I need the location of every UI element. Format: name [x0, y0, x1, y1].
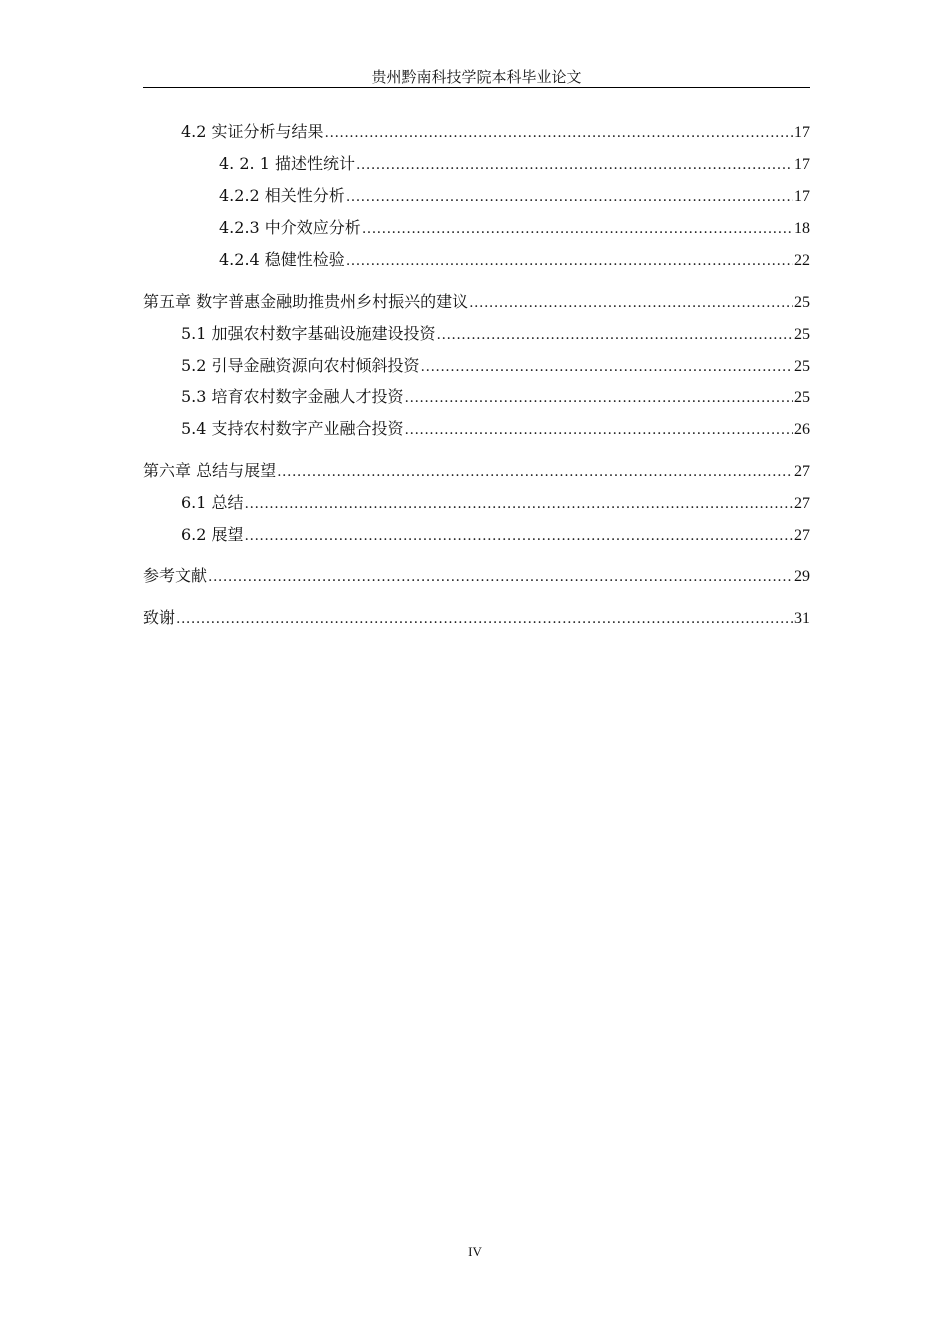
toc-entry-page: 31: [794, 610, 810, 627]
toc-chapter-entry[interactable]: [143, 604, 810, 633]
toc-entry-label: 致谢: [143, 608, 176, 627]
toc-leader-dots: [176, 605, 793, 633]
toc-entry-label: 6.1 总结: [181, 493, 244, 512]
toc-leader-dots: [277, 458, 793, 486]
toc-entry-page: 22: [794, 252, 810, 269]
toc-entry[interactable]: [181, 118, 810, 147]
page-footer: [0, 1244, 950, 1260]
toc-entry-page: 17: [794, 188, 810, 205]
toc-entry-label: 4.2.2 相关性分析: [219, 186, 345, 205]
toc-entry[interactable]: [219, 150, 810, 179]
toc-entry-label: 第六章 总结与展望: [143, 461, 277, 480]
toc-entry[interactable]: [181, 521, 810, 550]
toc-entry-page: 25: [794, 326, 810, 343]
toc-entry-label: 4.2.3 中介效应分析: [219, 218, 361, 237]
toc-leader-dots: [208, 563, 793, 591]
toc-leader-dots: [245, 522, 793, 550]
toc-entry[interactable]: [219, 246, 810, 275]
toc-entry-page: 27: [794, 463, 810, 480]
toc-leader-dots: [421, 353, 793, 381]
toc-entry-page: 25: [794, 358, 810, 375]
toc-chapter-entry[interactable]: [143, 288, 810, 317]
toc-leader-dots: [346, 183, 793, 211]
toc-leader-dots: [245, 490, 793, 518]
toc-entry-label: 5.1 加强农村数字基础设施建设投资: [181, 324, 436, 343]
toc-leader-dots: [469, 289, 793, 317]
toc-entry-page: 27: [794, 495, 810, 512]
toc-entry-label: 参考文献: [143, 566, 208, 585]
running-header: [143, 68, 810, 88]
toc-entry[interactable]: [181, 320, 810, 349]
toc-leader-dots: [325, 119, 793, 147]
header-title: 贵州黔南科技学院本科毕业论文: [371, 68, 582, 86]
toc-leader-dots: [356, 151, 793, 179]
toc-leader-dots: [437, 321, 793, 349]
toc-entry-label: 第五章 数字普惠金融助推贵州乡村振兴的建议: [143, 292, 469, 311]
toc-leader-dots: [346, 247, 793, 275]
toc-entry-page: 25: [794, 294, 810, 311]
toc-entry-label: 6.2 展望: [181, 525, 244, 544]
toc-entry[interactable]: [181, 415, 810, 444]
toc-leader-dots: [405, 416, 793, 444]
toc-chapter-entry[interactable]: [143, 457, 810, 486]
toc-entry-page: 17: [794, 156, 810, 173]
toc-leader-dots: [362, 215, 793, 243]
page-number: IV: [468, 1244, 482, 1259]
toc-entry-label: 5.4 支持农村数字产业融合投资: [181, 419, 404, 438]
toc-entry-label: 5.2 引导金融资源向农村倾斜投资: [181, 356, 420, 375]
toc-entry[interactable]: [219, 214, 810, 243]
toc-entry[interactable]: [181, 489, 810, 518]
toc-entry[interactable]: [181, 383, 810, 412]
toc-leader-dots: [405, 384, 793, 412]
toc-entry-label: 4.2 实证分析与结果: [181, 122, 324, 141]
toc-entry-label: 4.2.4 稳健性检验: [219, 250, 345, 269]
toc-entry-label: 5.3 培育农村数字金融人才投资: [181, 387, 404, 406]
toc-entry-page: 27: [794, 527, 810, 544]
toc-entry-page: 26: [794, 421, 810, 438]
toc-entry[interactable]: [219, 182, 810, 211]
toc-entry-page: 17: [794, 124, 810, 141]
toc-entry-label: 4. 2. 1 描述性统计: [219, 154, 355, 173]
toc-entry[interactable]: [181, 352, 810, 381]
toc-entry-page: 18: [794, 220, 810, 237]
toc-chapter-entry[interactable]: [143, 562, 810, 591]
toc-entry-page: 25: [794, 389, 810, 406]
toc-entry-page: 29: [794, 568, 810, 585]
